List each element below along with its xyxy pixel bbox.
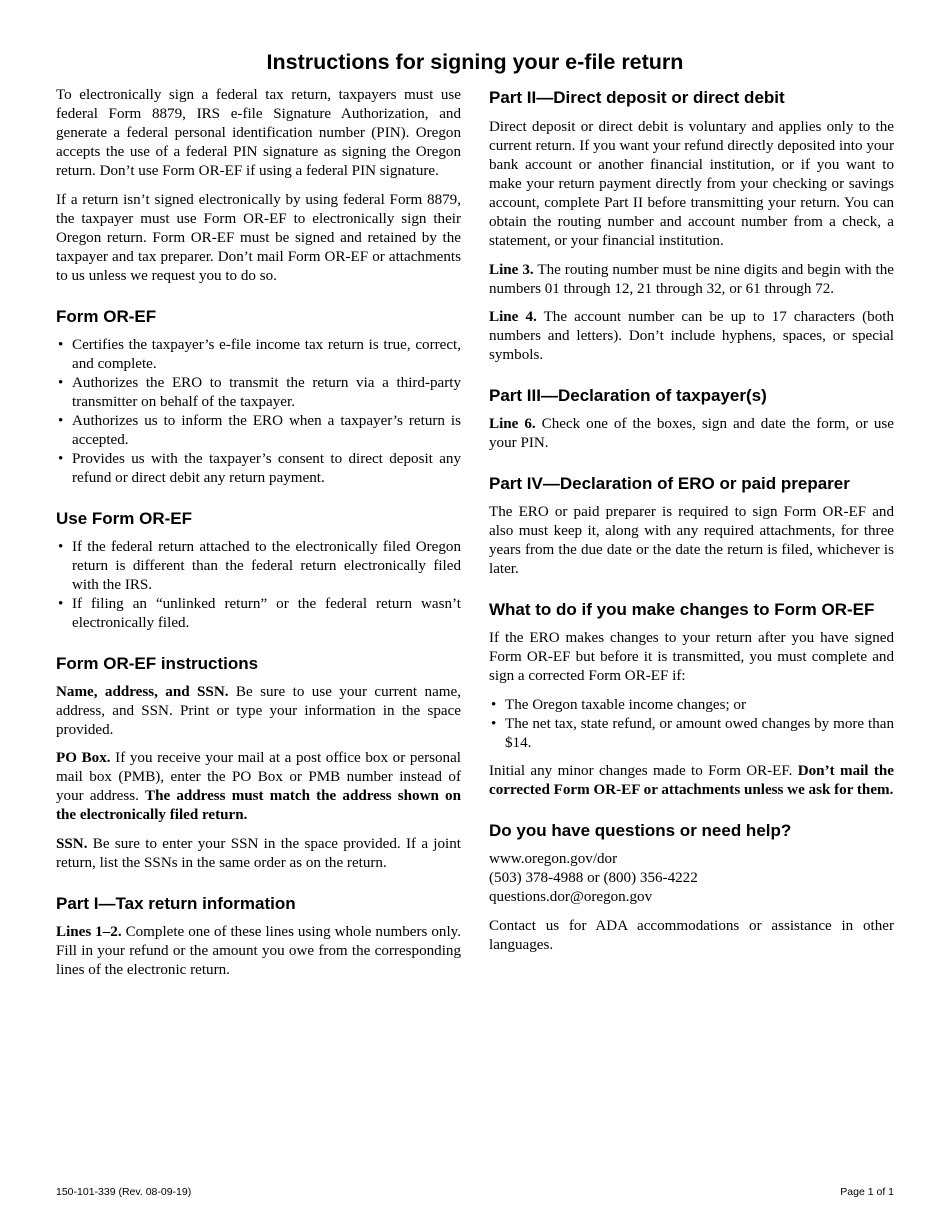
part1-heading: Part I—Tax return information xyxy=(56,893,296,913)
ssn-text: Be sure to enter your SSN in the space provided. If a joint return, list the SSNs in the same order as on the return. xyxy=(56,835,461,871)
changes-paragraph: If the ERO makes changes to your return after you have signed Form OR-EF but before it is transmitted, you must complete and sign a corrected Form OR-EF if: xyxy=(489,630,894,684)
list-item: • Authorizes us to inform the ERO when a taxpayer’s return is accepted. xyxy=(56,412,461,450)
part2-heading: Part II—Direct deposit or direct debit xyxy=(489,88,785,107)
part1-paragraph xyxy=(56,923,461,980)
ada-paragraph: Contact us for ADA accommodations or assistance in other languages. xyxy=(489,917,894,953)
page-number: Page 1 of 1 xyxy=(840,1186,894,1198)
po-box-bold-note: The address must match the address shown on the electronically filed return. xyxy=(56,788,461,823)
line3-label: Line 3. xyxy=(489,261,534,278)
list-item: • If filing an “unlinked return” or the federal return wasn’t electronically filed. xyxy=(56,595,461,633)
line3-text: The routing number must be nine digits and begin with the numbers 01 through 12, 21 through 32, or 61 through 72. xyxy=(489,261,894,297)
minor-changes-bold: Don’t mail the corrected Form OR-EF or attachments unless we ask for them. xyxy=(489,763,894,798)
line6-label: Line 6. xyxy=(489,416,536,432)
line4-paragraph xyxy=(489,308,894,365)
part1-text: Complete one of these lines using whole numbers only. Fill in your refund or the amount you owe from the corresponding lines of the electronic return. xyxy=(56,923,461,978)
name-address-ssn-text: Be sure to use your current name, address, and SSN. Print or type your information in the space provided. xyxy=(56,683,461,738)
minor-changes-text: Initial any minor changes made to Form OR-EF. xyxy=(489,763,798,779)
part3-heading: Part III—Declaration of taxpayer(s) xyxy=(489,386,767,405)
list-item: • The net tax, state refund, or amount owed changes by more than $14. xyxy=(489,715,894,753)
part4-paragraph: The ERO or paid preparer is required to sign Form OR-EF and also must keep it, along with any required attachments, for three years from the due date or the date the return is filed, whichever is later. xyxy=(489,504,894,577)
form-oref-heading: Form OR-EF xyxy=(56,306,157,326)
line4-text: The account number can be up to 17 characters (both numbers and letters). Don’t include hyphens, spaces, or special symbols. xyxy=(489,309,894,363)
left-column xyxy=(56,86,461,989)
line3-paragraph xyxy=(489,261,894,299)
po-box-text: If you receive your mail at a post office box or personal mail box (PMB), enter the PO Box or PMB number instead of your address. xyxy=(56,750,461,804)
list-item: • Provides us with the taxpayer’s consent to direct deposit any refund or direct debit any return payment. xyxy=(56,450,461,488)
ssn-label: SSN. xyxy=(56,835,88,852)
email-link[interactable]: questions.dor@oregon.gov xyxy=(489,889,653,905)
instructions-heading: Form OR-EF instructions xyxy=(56,653,259,673)
changes-heading: What to do if you make changes to Form OR-EF xyxy=(489,600,875,619)
name-address-ssn-paragraph xyxy=(56,683,461,740)
name-address-ssn-label: Name, address, and SSN. xyxy=(56,683,229,700)
part1-label: Lines 1–2. xyxy=(56,923,122,940)
changes-list xyxy=(489,696,894,753)
intro-paragraph-1: To electronically sign a federal tax return, taxpayers must use federal Form 8879, IRS e-file Signature Authorization, and generate a federal personal identification number (PIN). Oregon accepts the use of a federal PIN signature as signing the Oregon return. Don’t use Form OR-EF if using a federal PIN signature. xyxy=(56,87,461,179)
list-item: • Authorizes the ERO to transmit the return via a third-party transmitter on behalf of the taxpayer. xyxy=(56,374,461,412)
po-box-paragraph xyxy=(56,749,461,825)
contact-info xyxy=(489,850,894,907)
minor-changes-paragraph xyxy=(489,762,894,800)
intro-paragraph-2: If a return isn’t signed electronically by using federal Form 8879, the taxpayer must use Form OR-EF to electronically sign their Oregon return. Form OR-EF must be signed and retained by the taxpayer and tax preparer. Don’t mail Form OR-EF or attachments to us unless we request you to do so. xyxy=(56,191,461,284)
form-number: 150-101-339 (Rev. 08-09-19) xyxy=(56,1186,192,1198)
list-item: • The Oregon taxable income changes; or xyxy=(489,696,894,715)
line6-text: Check one of the boxes, sign and date the form, or use your PIN. xyxy=(489,416,894,451)
help-heading: Do you have questions or need help? xyxy=(489,821,792,840)
po-box-label: PO Box. xyxy=(56,750,111,766)
line4-label: Line 4. xyxy=(489,309,537,325)
part4-heading: Part IV—Declaration of ERO or paid preparer xyxy=(489,474,850,493)
use-form-list xyxy=(56,538,461,633)
use-form-heading: Use Form OR-EF xyxy=(56,508,193,528)
page-title: Instructions for signing your e-file return xyxy=(266,50,684,74)
list-item: • If the federal return attached to the electronically filed Oregon return is different than the federal return electronically filed with the IRS. xyxy=(56,538,461,595)
part2-paragraph: Direct deposit or direct debit is voluntary and applies only to the current return. If you want your refund directly deposited into your bank account or another financial institution, or if you want to make your return payment directly from your checking or savings account, complete Part II before transmitting your return. You can obtain the routing number and account number from a check, a statement, or your financial institution. xyxy=(489,119,894,249)
part3-paragraph xyxy=(489,415,894,453)
list-item: • Certifies the taxpayer’s e-file income tax return is true, correct, and complete. xyxy=(56,336,461,374)
form-oref-list xyxy=(56,336,461,488)
right-column xyxy=(489,86,894,964)
website-link[interactable]: www.oregon.gov/dor xyxy=(489,851,618,867)
phone-numbers: (503) 378-4988 or (800) 356-4222 xyxy=(489,870,698,886)
ssn-paragraph xyxy=(56,835,461,873)
